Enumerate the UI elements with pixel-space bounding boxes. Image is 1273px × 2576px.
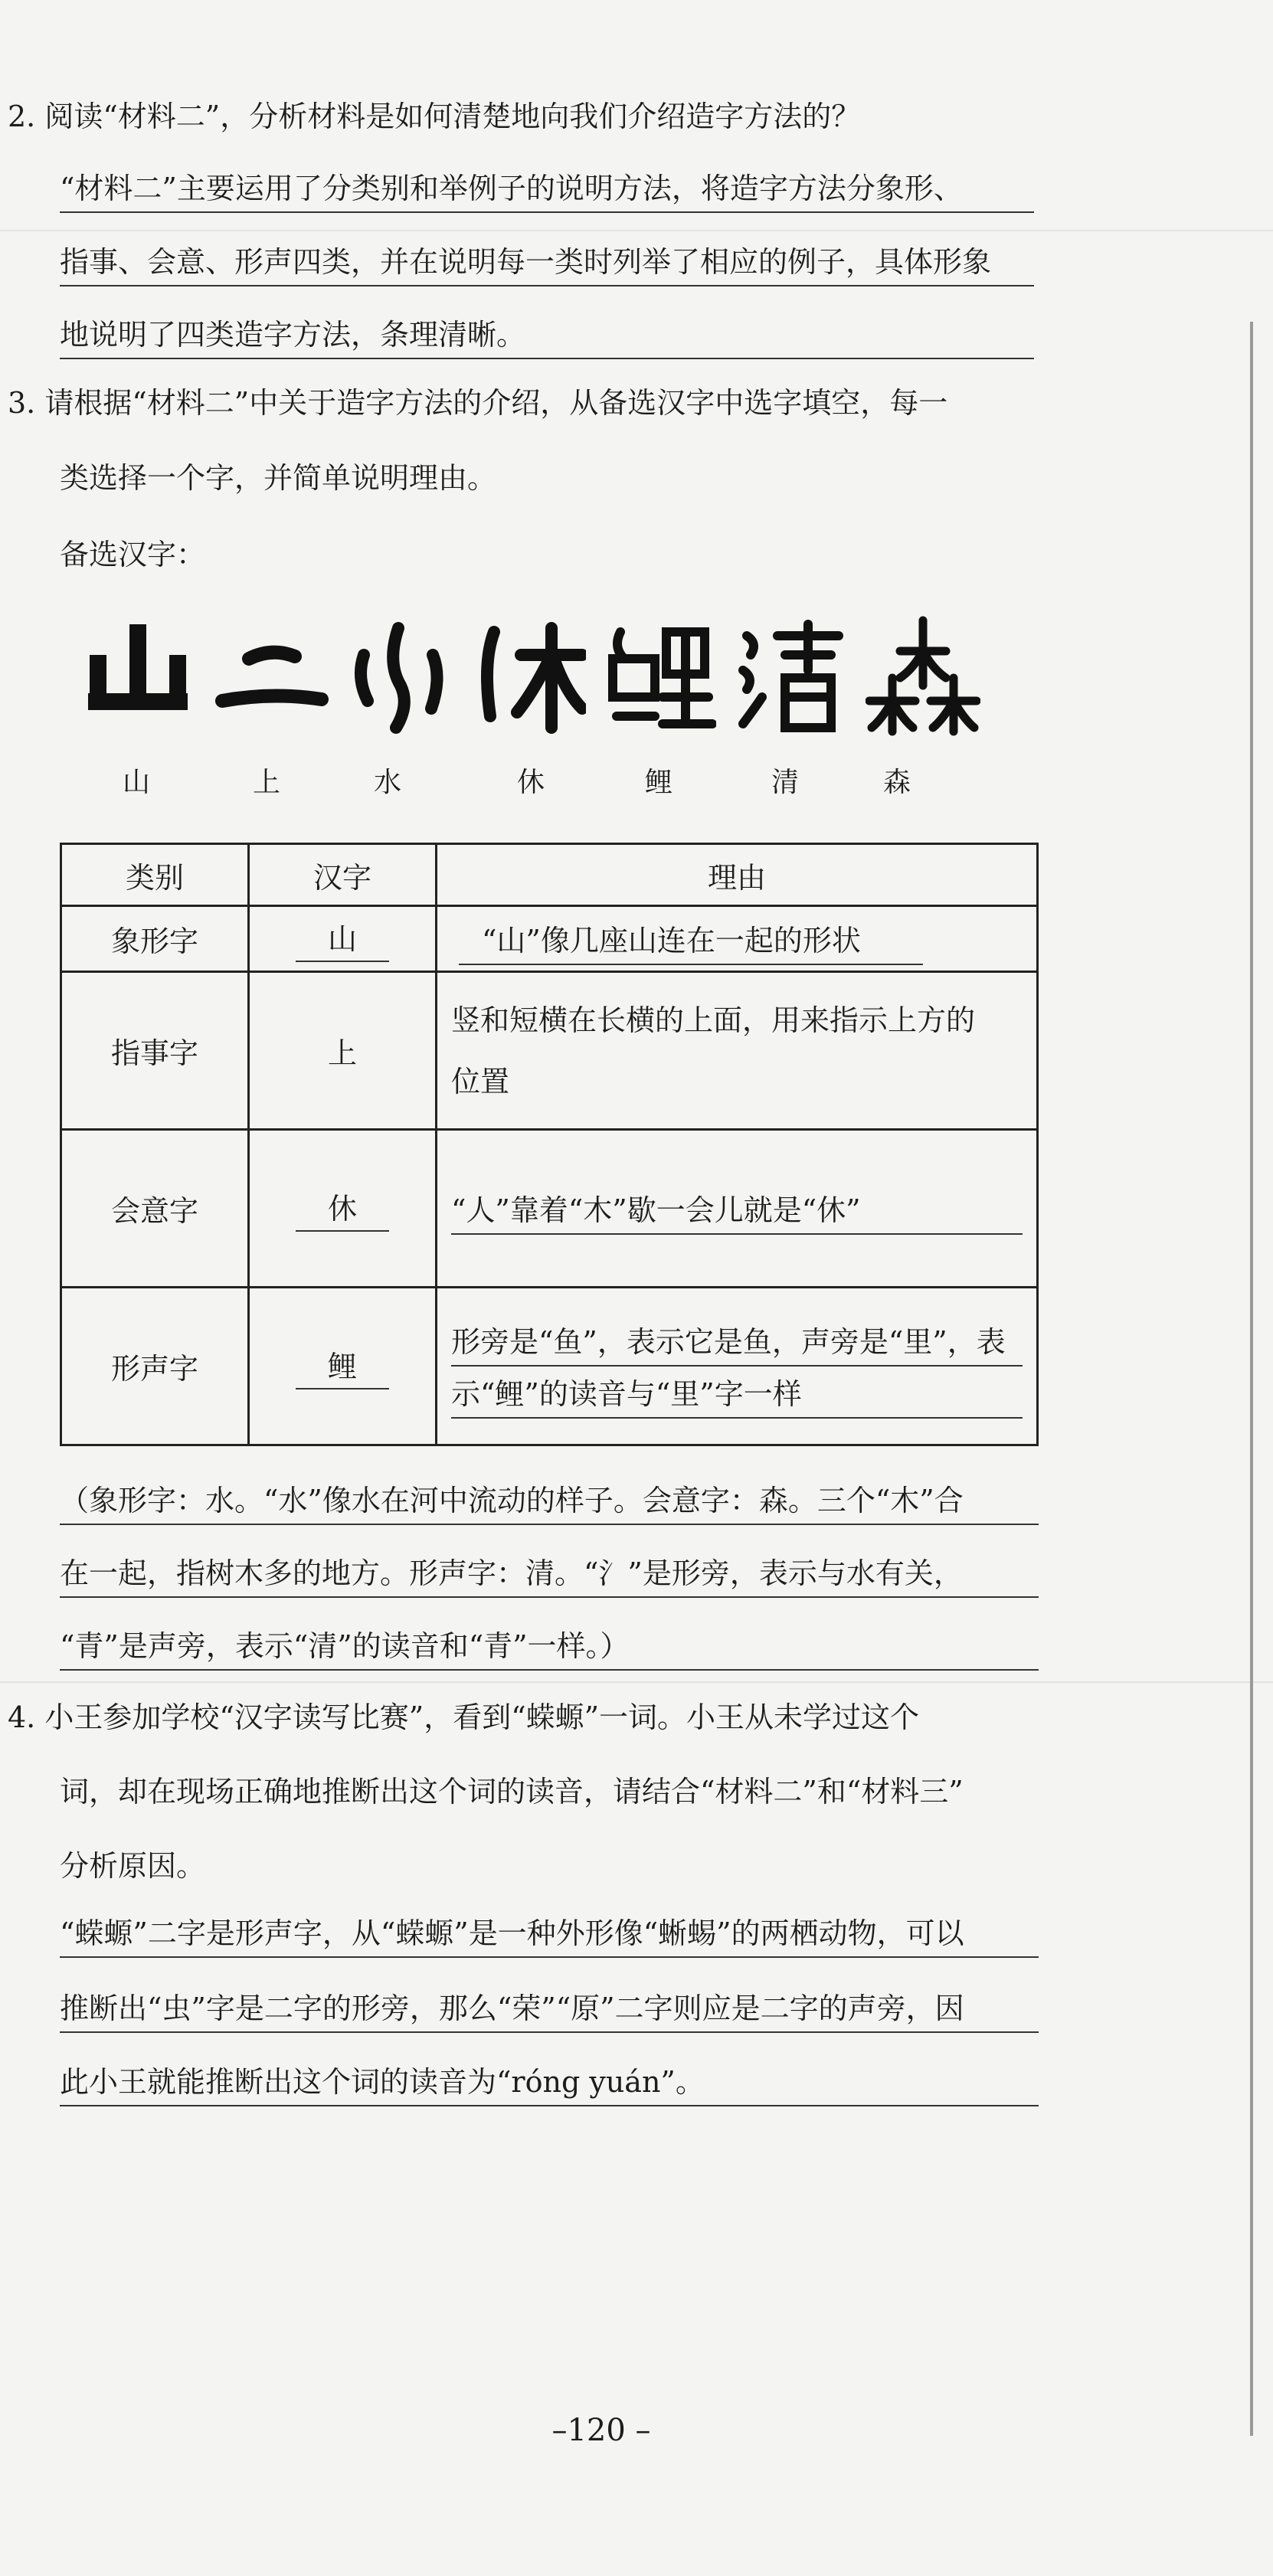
candidate-char: 森: [883, 767, 911, 798]
scan-crease: [0, 1681, 1273, 1683]
q2-answer-line-3: 地说明了四类造字方法，条理清晰。: [60, 316, 1034, 359]
candidate-char: 清: [771, 767, 800, 798]
header-char: 汉字: [249, 844, 437, 906]
alt-answer-line-3: “青”是声旁，表示“清”的读音和“青”一样。）: [60, 1628, 1039, 1671]
candidate-char: 休: [517, 767, 545, 798]
candidates-label: 备选汉字：: [60, 538, 206, 571]
seal-script-shang-image: [214, 601, 329, 747]
row-char: 上: [327, 1036, 357, 1070]
q2-question: 2. 阅读“材料二”，分析材料是如何清楚地向我们介绍造字方法的？: [8, 100, 861, 133]
row-reason: “人”靠着“木”歇一会儿就是“休”: [451, 1183, 1023, 1235]
table-row: [61, 1288, 1038, 1445]
row-category: 形声字: [61, 1288, 249, 1445]
seal-script-row: [80, 601, 1000, 747]
character-category-table: [60, 843, 1039, 1446]
candidate-char: 山: [123, 767, 151, 798]
scan-crease: [0, 230, 1273, 231]
candidate-char: 上: [253, 767, 281, 798]
q3-question-line-2: 类选择一个字，并简单说明理由。: [60, 461, 497, 495]
seal-script-shui-image: [341, 601, 456, 747]
header-reason: 理由: [437, 844, 1038, 906]
row-char: 休: [296, 1185, 389, 1232]
candidate-char: 鲤: [645, 767, 673, 798]
q3-question-line-1: 3. 请根据“材料二”中关于造字方法的介绍，从备选汉字中选字填空，每一: [8, 386, 948, 420]
q4-answer-line-3: 此小王就能推断出这个词的读音为“róng yuán”。: [60, 2064, 1039, 2106]
seal-script-qing-image: [731, 601, 846, 747]
table-row: [61, 906, 1038, 972]
seal-script-shan-image: [80, 601, 195, 747]
q4-question-line-1: 4. 小王参加学校“汉字读写比赛”，看到“蝾螈”一词。小王从未学过这个: [8, 1700, 920, 1734]
q2-answer-line-1: “材料二”主要运用了分类别和举例子的说明方法，将造字方法分象形、: [60, 170, 1034, 213]
scan-edge-shadow: [1250, 322, 1253, 2436]
row-reason: 示“鲤”的读音与“里”字一样: [451, 1367, 1023, 1419]
q4-question-line-2: 词，却在现场正确地推断出这个词的读音，请结合“材料二”和“材料三”: [60, 1775, 964, 1808]
candidate-char: 水: [374, 767, 402, 798]
q4-answer-line-2: 推断出“虫”字是二字的形旁，那么“荣”“原”二字则应是二字的声旁，因: [60, 1990, 1039, 2033]
table-header-row: [61, 844, 1038, 906]
seal-script-sen-image: [866, 601, 980, 747]
table-row: [61, 1130, 1038, 1288]
alt-answer-line-1: （象形字：水。“水”像水在河中流动的样子。会意字：森。三个“木”合: [60, 1482, 1039, 1525]
page-number: –120 –: [551, 2413, 651, 2448]
header-category: 类别: [61, 844, 249, 906]
alt-answer-line-2: 在一起，指树木多的地方。形声字：清。“氵”是形旁，表示与水有关，: [60, 1555, 1039, 1598]
row-reason: 形旁是“鱼”，表示它是鱼，声旁是“里”，表: [451, 1314, 1023, 1367]
row-char: 山: [296, 915, 389, 962]
q4-answer-line-1: “蝾螈”二字是形声字，从“蝾螈”是一种外形像“蜥蜴”的两栖动物，可以: [60, 1915, 1039, 1958]
q4-question-line-3: 分析原因。: [60, 1849, 206, 1883]
table-row: [61, 972, 1038, 1130]
row-char: 鲤: [296, 1343, 389, 1389]
q2-answer-line-2: 指事、会意、形声四类，并在说明每一类时列举了相应的例子，具体形象: [60, 244, 1034, 286]
seal-script-xiu-image: [471, 601, 586, 747]
row-category: 会意字: [61, 1130, 249, 1288]
row-category: 指事字: [61, 972, 249, 1130]
row-reason: 位置: [451, 1064, 510, 1098]
row-category: 象形字: [61, 906, 249, 972]
seal-script-li-image: [601, 601, 716, 747]
row-reason: “山”像几座山连在一起的形状: [459, 913, 923, 965]
row-reason: 竖和短横在长横的上面，用来指示上方的: [451, 1003, 976, 1037]
